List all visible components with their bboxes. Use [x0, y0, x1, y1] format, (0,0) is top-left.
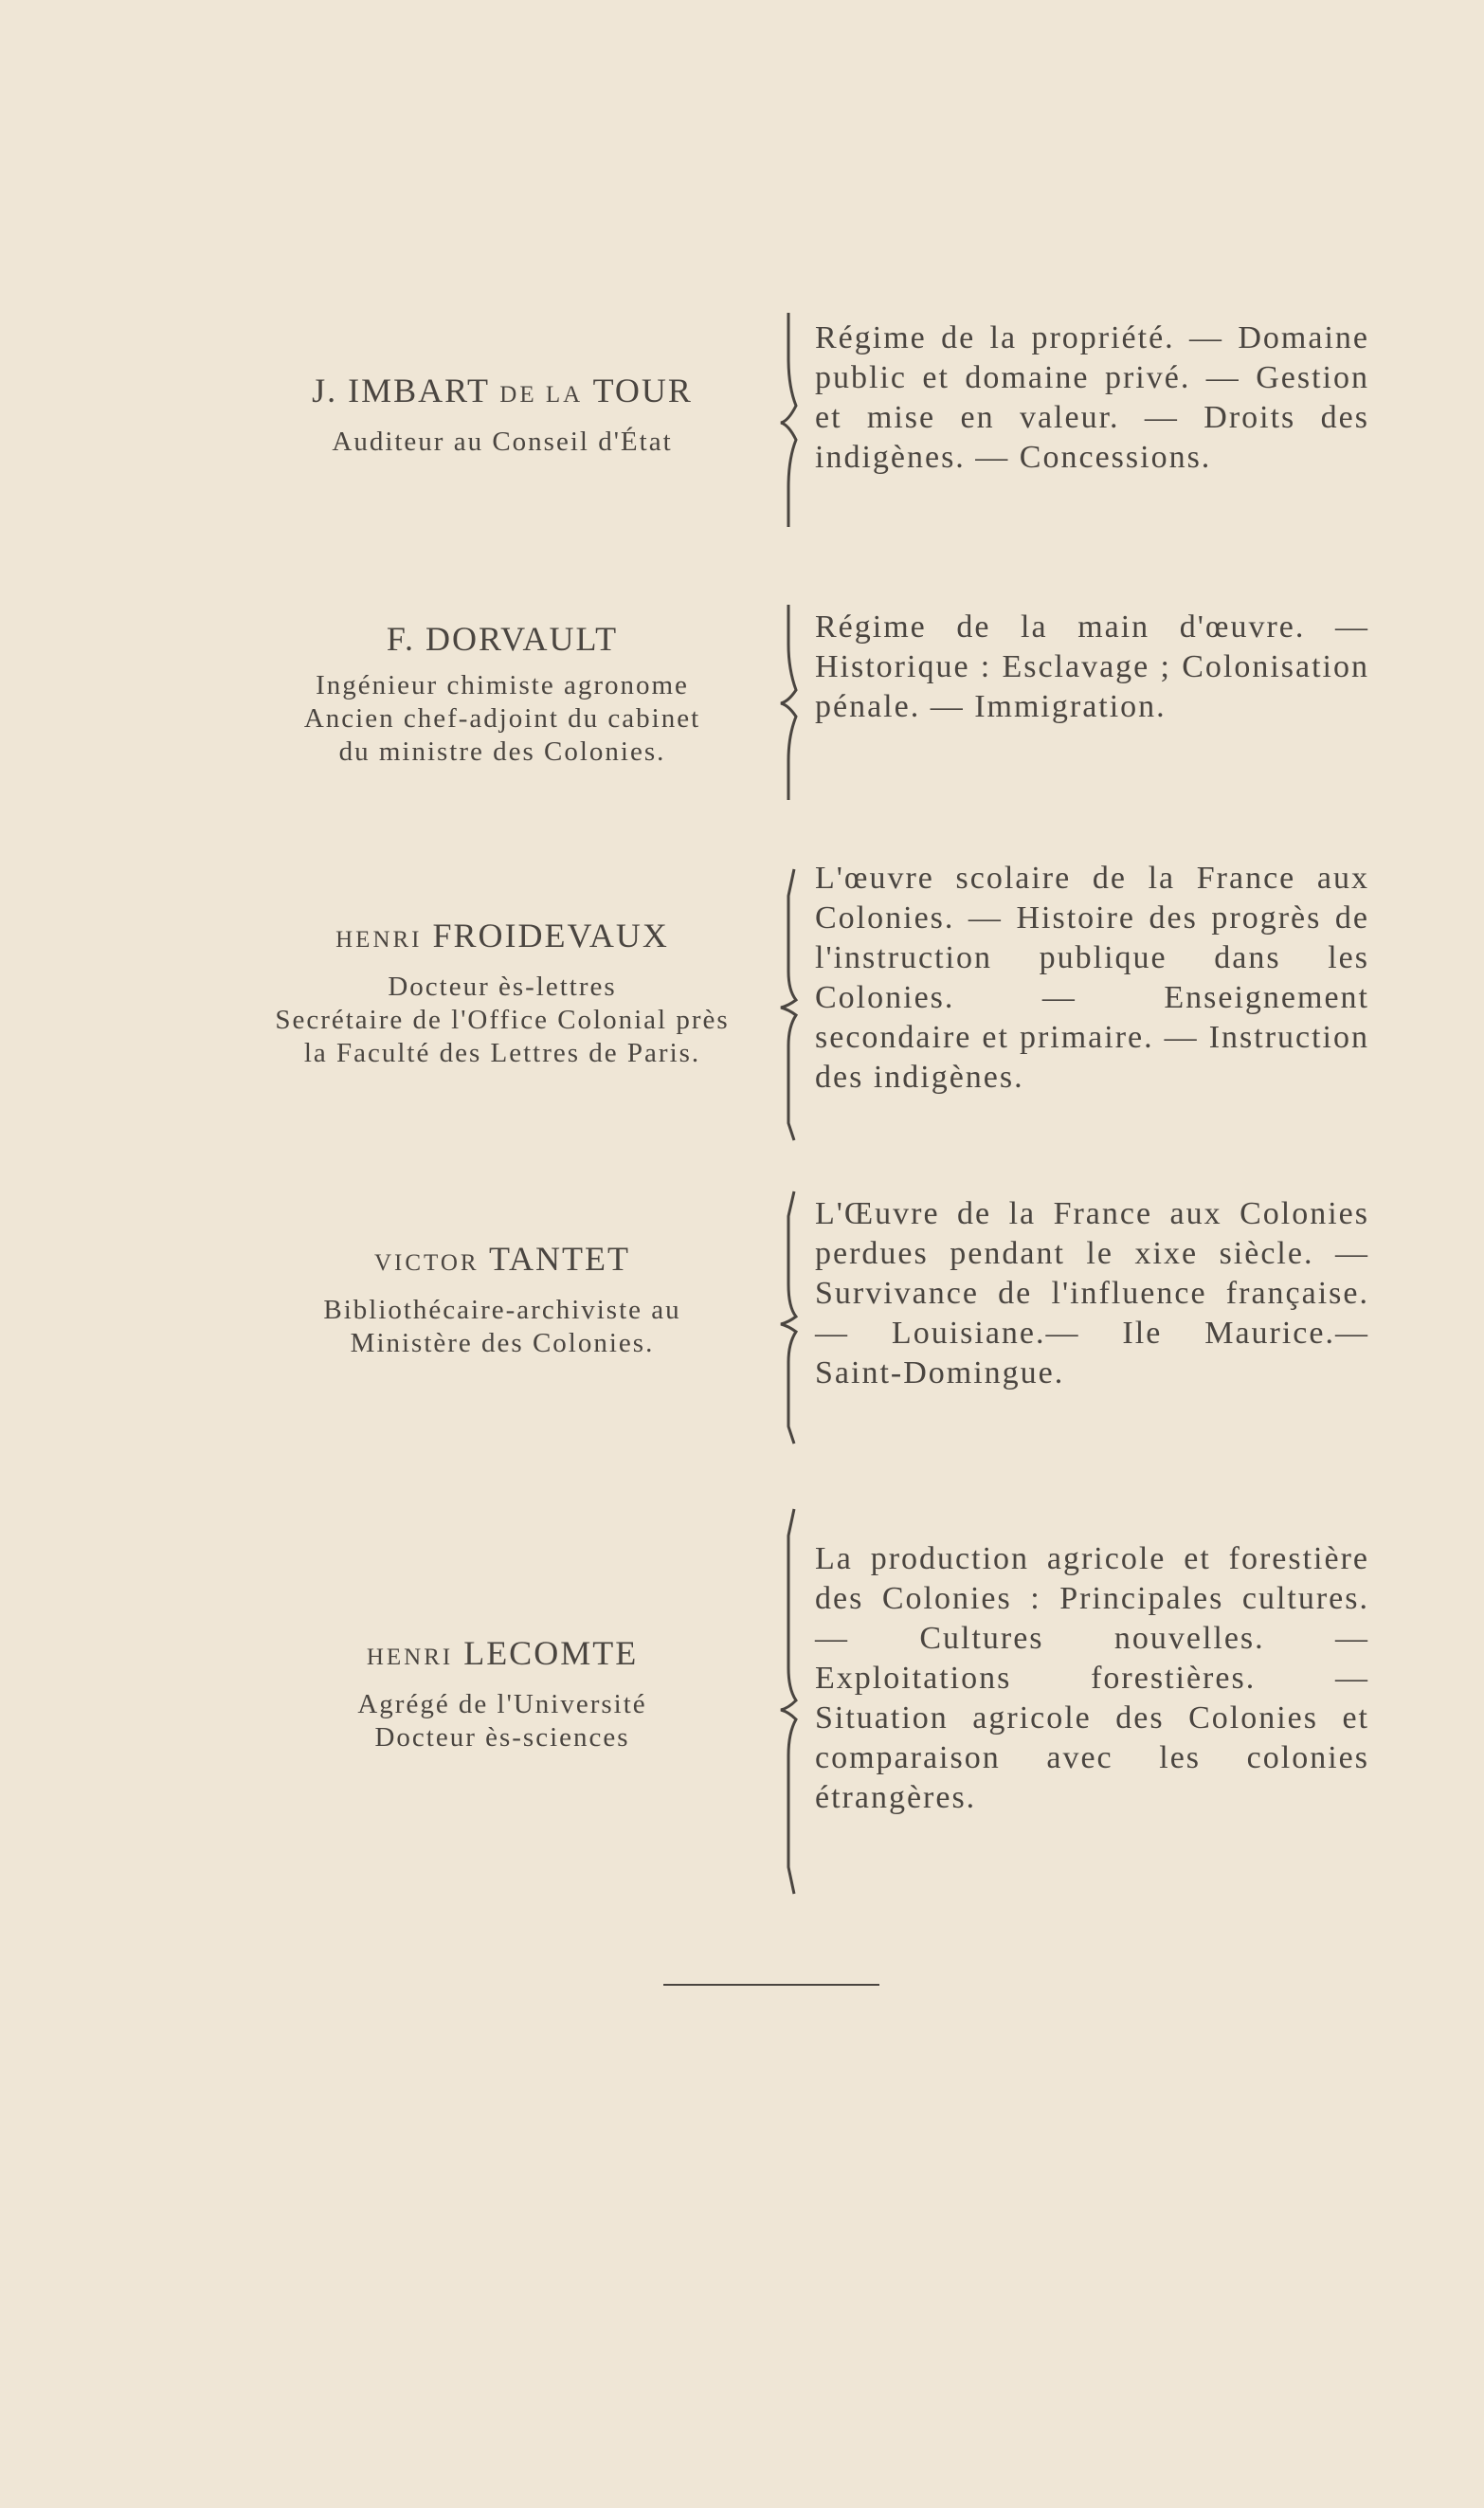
- brace: [768, 1190, 805, 1445]
- author-name: [208, 915, 796, 961]
- author-title: Auditeur au Conseil d'État: [332, 427, 673, 457]
- name-last: TANTET: [488, 1240, 631, 1278]
- author-title: Secrétaire de l'Office Colonial près: [275, 1005, 730, 1035]
- horizontal-rule: [663, 1984, 879, 1986]
- author-title: Docteur ès-sciences: [374, 1722, 630, 1753]
- name-first: HENRI: [366, 1645, 454, 1670]
- name-first: VICTOR: [373, 1250, 480, 1276]
- name-initial: F.: [386, 620, 415, 658]
- name-initial: J. IMBART: [312, 372, 490, 409]
- brace: [768, 1507, 805, 1896]
- author-block: [208, 915, 796, 1070]
- topics-text: L'œuvre scolaire de la France aux Colonies. — Histoire des progrès de l'instruction publique dans les Colonies. — Enseignement secondaire et primaire. — Instruction des indigènes.: [815, 861, 1369, 1095]
- author-title: Ministère des Colonies.: [350, 1328, 655, 1358]
- author-title: Ingénieur chimiste agronome: [316, 670, 689, 700]
- name-particle: DE LA: [499, 382, 584, 408]
- brace: [768, 867, 805, 1142]
- author-title: la Faculté des Lettres de Paris.: [303, 1038, 701, 1068]
- author-title: Ancien chef-adjoint du cabinet: [303, 703, 701, 734]
- brace: [768, 603, 805, 802]
- author-name: [208, 618, 796, 660]
- name-last: DORVAULT: [425, 620, 619, 658]
- author-block: [208, 618, 796, 769]
- topics-text: La production agricole et forestière des Colonies : Principales cultures. — Cultures nouvelles. — Exploitations forestières. — Situation agricole des Colonies et comparaison avec les colonies étrangères.: [815, 1541, 1369, 1815]
- name-last: FROIDEVAUX: [432, 917, 669, 954]
- author-title: du ministre des Colonies.: [338, 736, 666, 767]
- author-block: [208, 1632, 796, 1754]
- brace: [768, 311, 805, 529]
- author-title: Agrégé de l'Université: [357, 1689, 647, 1719]
- topics-text: Régime de la propriété. — Domaine public et domaine privé. — Gestion et mise en valeur. — Droits des indigènes. — Concessions.: [815, 320, 1369, 475]
- name-first: HENRI: [335, 927, 423, 953]
- topics-text: Régime de la main d'œuvre. — Historique : Esclavage ; Colonisation pénale. — Immigration.: [815, 609, 1369, 724]
- author-block: [208, 1238, 796, 1360]
- name-last: TOUR: [592, 372, 693, 409]
- author-title: Docteur ès-lettres: [388, 972, 617, 1002]
- author-name: [208, 1238, 796, 1284]
- author-title: Bibliothécaire-archiviste au: [323, 1295, 681, 1325]
- author-name: [208, 1632, 796, 1679]
- topics-text: L'Œuvre de la France aux Colonies perdues pendant le xixe siècle. — Survivance de l'influence française. — Louisiane.— Ile Maurice.— Saint-Domingue.: [815, 1196, 1369, 1390]
- author-block: [208, 370, 796, 459]
- name-last: LECOMTE: [463, 1634, 639, 1672]
- author-name: [208, 370, 796, 416]
